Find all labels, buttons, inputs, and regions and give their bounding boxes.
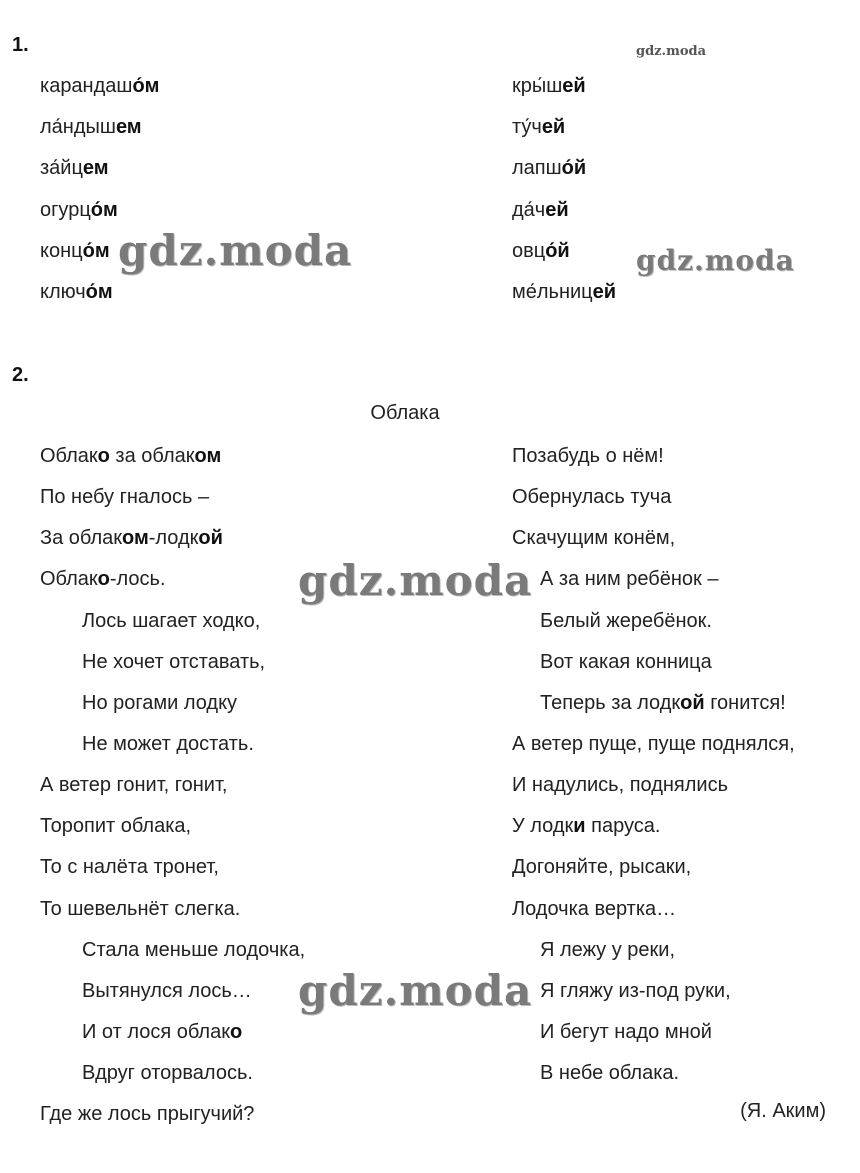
text: огурц bbox=[40, 198, 91, 221]
ending: о́й bbox=[561, 157, 587, 180]
ending: ем bbox=[115, 116, 142, 139]
text: за облак bbox=[109, 445, 195, 467]
text: Облак bbox=[40, 568, 98, 591]
poem-line bbox=[512, 806, 795, 847]
poem-line bbox=[40, 847, 305, 888]
word-line bbox=[40, 272, 159, 313]
poem-line bbox=[40, 724, 305, 765]
poem-right-column bbox=[512, 436, 795, 1094]
ending: ей bbox=[545, 198, 569, 221]
poem-line bbox=[512, 724, 795, 765]
poem-line bbox=[512, 930, 795, 971]
poem-line bbox=[40, 477, 305, 518]
poem-line bbox=[40, 642, 305, 683]
poem-line bbox=[40, 559, 305, 600]
text: -лодк bbox=[148, 527, 199, 550]
ending: ой bbox=[198, 527, 223, 550]
text: Позабудь о нём! bbox=[512, 445, 664, 467]
word-line bbox=[40, 107, 159, 148]
poem-line bbox=[512, 971, 795, 1012]
text: А ветер пуще, пуще поднялся, bbox=[512, 732, 795, 755]
poem-author: (Я. Аким) bbox=[740, 1100, 826, 1122]
text: ла́ндыш bbox=[40, 116, 116, 139]
text: ме́льниц bbox=[512, 280, 593, 303]
text: Не может достать. bbox=[82, 732, 254, 755]
text: А ветер гонит, гонит, bbox=[40, 774, 228, 797]
ending: о́м bbox=[82, 239, 110, 262]
word-line bbox=[40, 66, 159, 107]
ending: о bbox=[97, 568, 110, 591]
poem-line bbox=[512, 683, 795, 724]
text: овц bbox=[512, 239, 546, 262]
text: Вытянулся лось… bbox=[82, 979, 252, 1002]
text: Обернулась туча bbox=[512, 486, 672, 509]
text: В небе облака. bbox=[540, 1062, 680, 1085]
poem-line bbox=[40, 518, 305, 559]
text: И надулись, поднялись bbox=[512, 774, 729, 797]
poem-line bbox=[40, 436, 305, 477]
watermark: gdz.moda bbox=[298, 556, 533, 605]
word-line bbox=[512, 190, 616, 231]
ending: ом bbox=[121, 527, 149, 550]
poem-line bbox=[512, 642, 795, 683]
text: кры́ш bbox=[512, 75, 563, 97]
ending: ем bbox=[82, 157, 109, 180]
poem-title: Облака bbox=[370, 402, 440, 424]
word-line bbox=[512, 148, 616, 189]
text: И бегут надо мной bbox=[540, 1020, 712, 1043]
ending: ей bbox=[541, 116, 566, 139]
ending: ей bbox=[592, 280, 617, 303]
text: То шевельнёт слегка. bbox=[40, 897, 241, 920]
poem-line bbox=[40, 1012, 305, 1053]
poem-line bbox=[40, 889, 305, 930]
text: По небу гналось – bbox=[40, 486, 210, 509]
word-line bbox=[40, 148, 159, 189]
watermark: gdz.moda bbox=[118, 226, 353, 275]
poem-line bbox=[512, 1012, 795, 1053]
poem-line bbox=[40, 930, 305, 971]
poem-line bbox=[512, 765, 795, 806]
text: ту́ч bbox=[512, 116, 542, 139]
exercise-1-number: 1. bbox=[12, 34, 29, 56]
text: И от лося облак bbox=[82, 1020, 230, 1043]
ending: о bbox=[229, 1020, 243, 1043]
text: конц bbox=[40, 239, 83, 262]
poem-line bbox=[40, 806, 305, 847]
watermark: gdz.moda bbox=[298, 966, 533, 1015]
text: паруса. bbox=[585, 815, 661, 838]
text: Догоняйте, рысаки, bbox=[512, 856, 692, 879]
text: Лось шагает ходко, bbox=[82, 609, 261, 632]
poem-line bbox=[512, 518, 795, 559]
ending: ом bbox=[194, 445, 222, 467]
text: -лось. bbox=[109, 568, 166, 591]
text: лапш bbox=[512, 157, 562, 180]
text: У лодк bbox=[512, 815, 574, 838]
poem-line bbox=[512, 436, 795, 477]
text: за́йц bbox=[40, 157, 83, 180]
poem-left-column bbox=[40, 436, 305, 1135]
poem-line bbox=[40, 1094, 305, 1135]
word-line bbox=[40, 190, 159, 231]
text: Теперь за лодк bbox=[540, 691, 681, 714]
ending: ой bbox=[680, 691, 705, 714]
watermark: gdz.moda bbox=[636, 44, 707, 59]
ending: о́м bbox=[132, 75, 160, 97]
word-line bbox=[512, 272, 616, 313]
text: Стала меньше лодочка, bbox=[82, 938, 306, 961]
text: То с налёта тронет, bbox=[40, 856, 219, 879]
text: Где же лось прыгучий? bbox=[40, 1103, 255, 1126]
text: Лодочка вертка… bbox=[512, 897, 677, 920]
poem-line bbox=[512, 847, 795, 888]
text: карандаш bbox=[40, 75, 133, 97]
ending: о́й bbox=[545, 239, 570, 262]
exercise-1-right-column bbox=[512, 66, 616, 313]
poem-line bbox=[512, 601, 795, 642]
poem-line bbox=[40, 971, 305, 1012]
poem-line bbox=[40, 765, 305, 806]
text: Скачущим конём, bbox=[512, 527, 676, 550]
text: А за ним ребёнок – bbox=[540, 568, 719, 591]
exercise-2-number: 2. bbox=[12, 364, 29, 386]
text: ключ bbox=[40, 280, 86, 303]
ending: ей bbox=[562, 75, 586, 97]
text: За облак bbox=[40, 527, 122, 550]
ending: и bbox=[573, 815, 586, 838]
poem-line bbox=[512, 559, 795, 600]
exercise-1-left-column bbox=[40, 66, 159, 313]
word-line bbox=[512, 66, 616, 107]
watermark: gdz.moda bbox=[636, 244, 795, 277]
text: Торопит облака, bbox=[40, 815, 192, 838]
text: Я гляжу из-под руки, bbox=[540, 979, 731, 1002]
poem-line bbox=[40, 1053, 305, 1094]
ending: о́м bbox=[90, 198, 118, 221]
poem-line bbox=[40, 683, 305, 724]
ending: о bbox=[97, 445, 110, 467]
text: Вот какая конница bbox=[540, 650, 712, 673]
text: Я лежу у реки, bbox=[540, 938, 676, 961]
text: гонится! bbox=[704, 691, 786, 714]
text: Белый жеребёнок. bbox=[540, 609, 712, 632]
text: Вдруг оторвалось. bbox=[82, 1062, 253, 1085]
text: Облак bbox=[40, 445, 98, 467]
poem-line bbox=[40, 601, 305, 642]
poem-line bbox=[512, 889, 795, 930]
word-line bbox=[512, 107, 616, 148]
text: да́ч bbox=[512, 198, 546, 221]
text: Не хочет отставать, bbox=[82, 650, 266, 673]
poem-line bbox=[512, 477, 795, 518]
ending: о́м bbox=[85, 280, 113, 303]
poem-line bbox=[512, 1053, 795, 1094]
word-line bbox=[512, 231, 616, 272]
text: Но рогами лодку bbox=[82, 691, 238, 714]
